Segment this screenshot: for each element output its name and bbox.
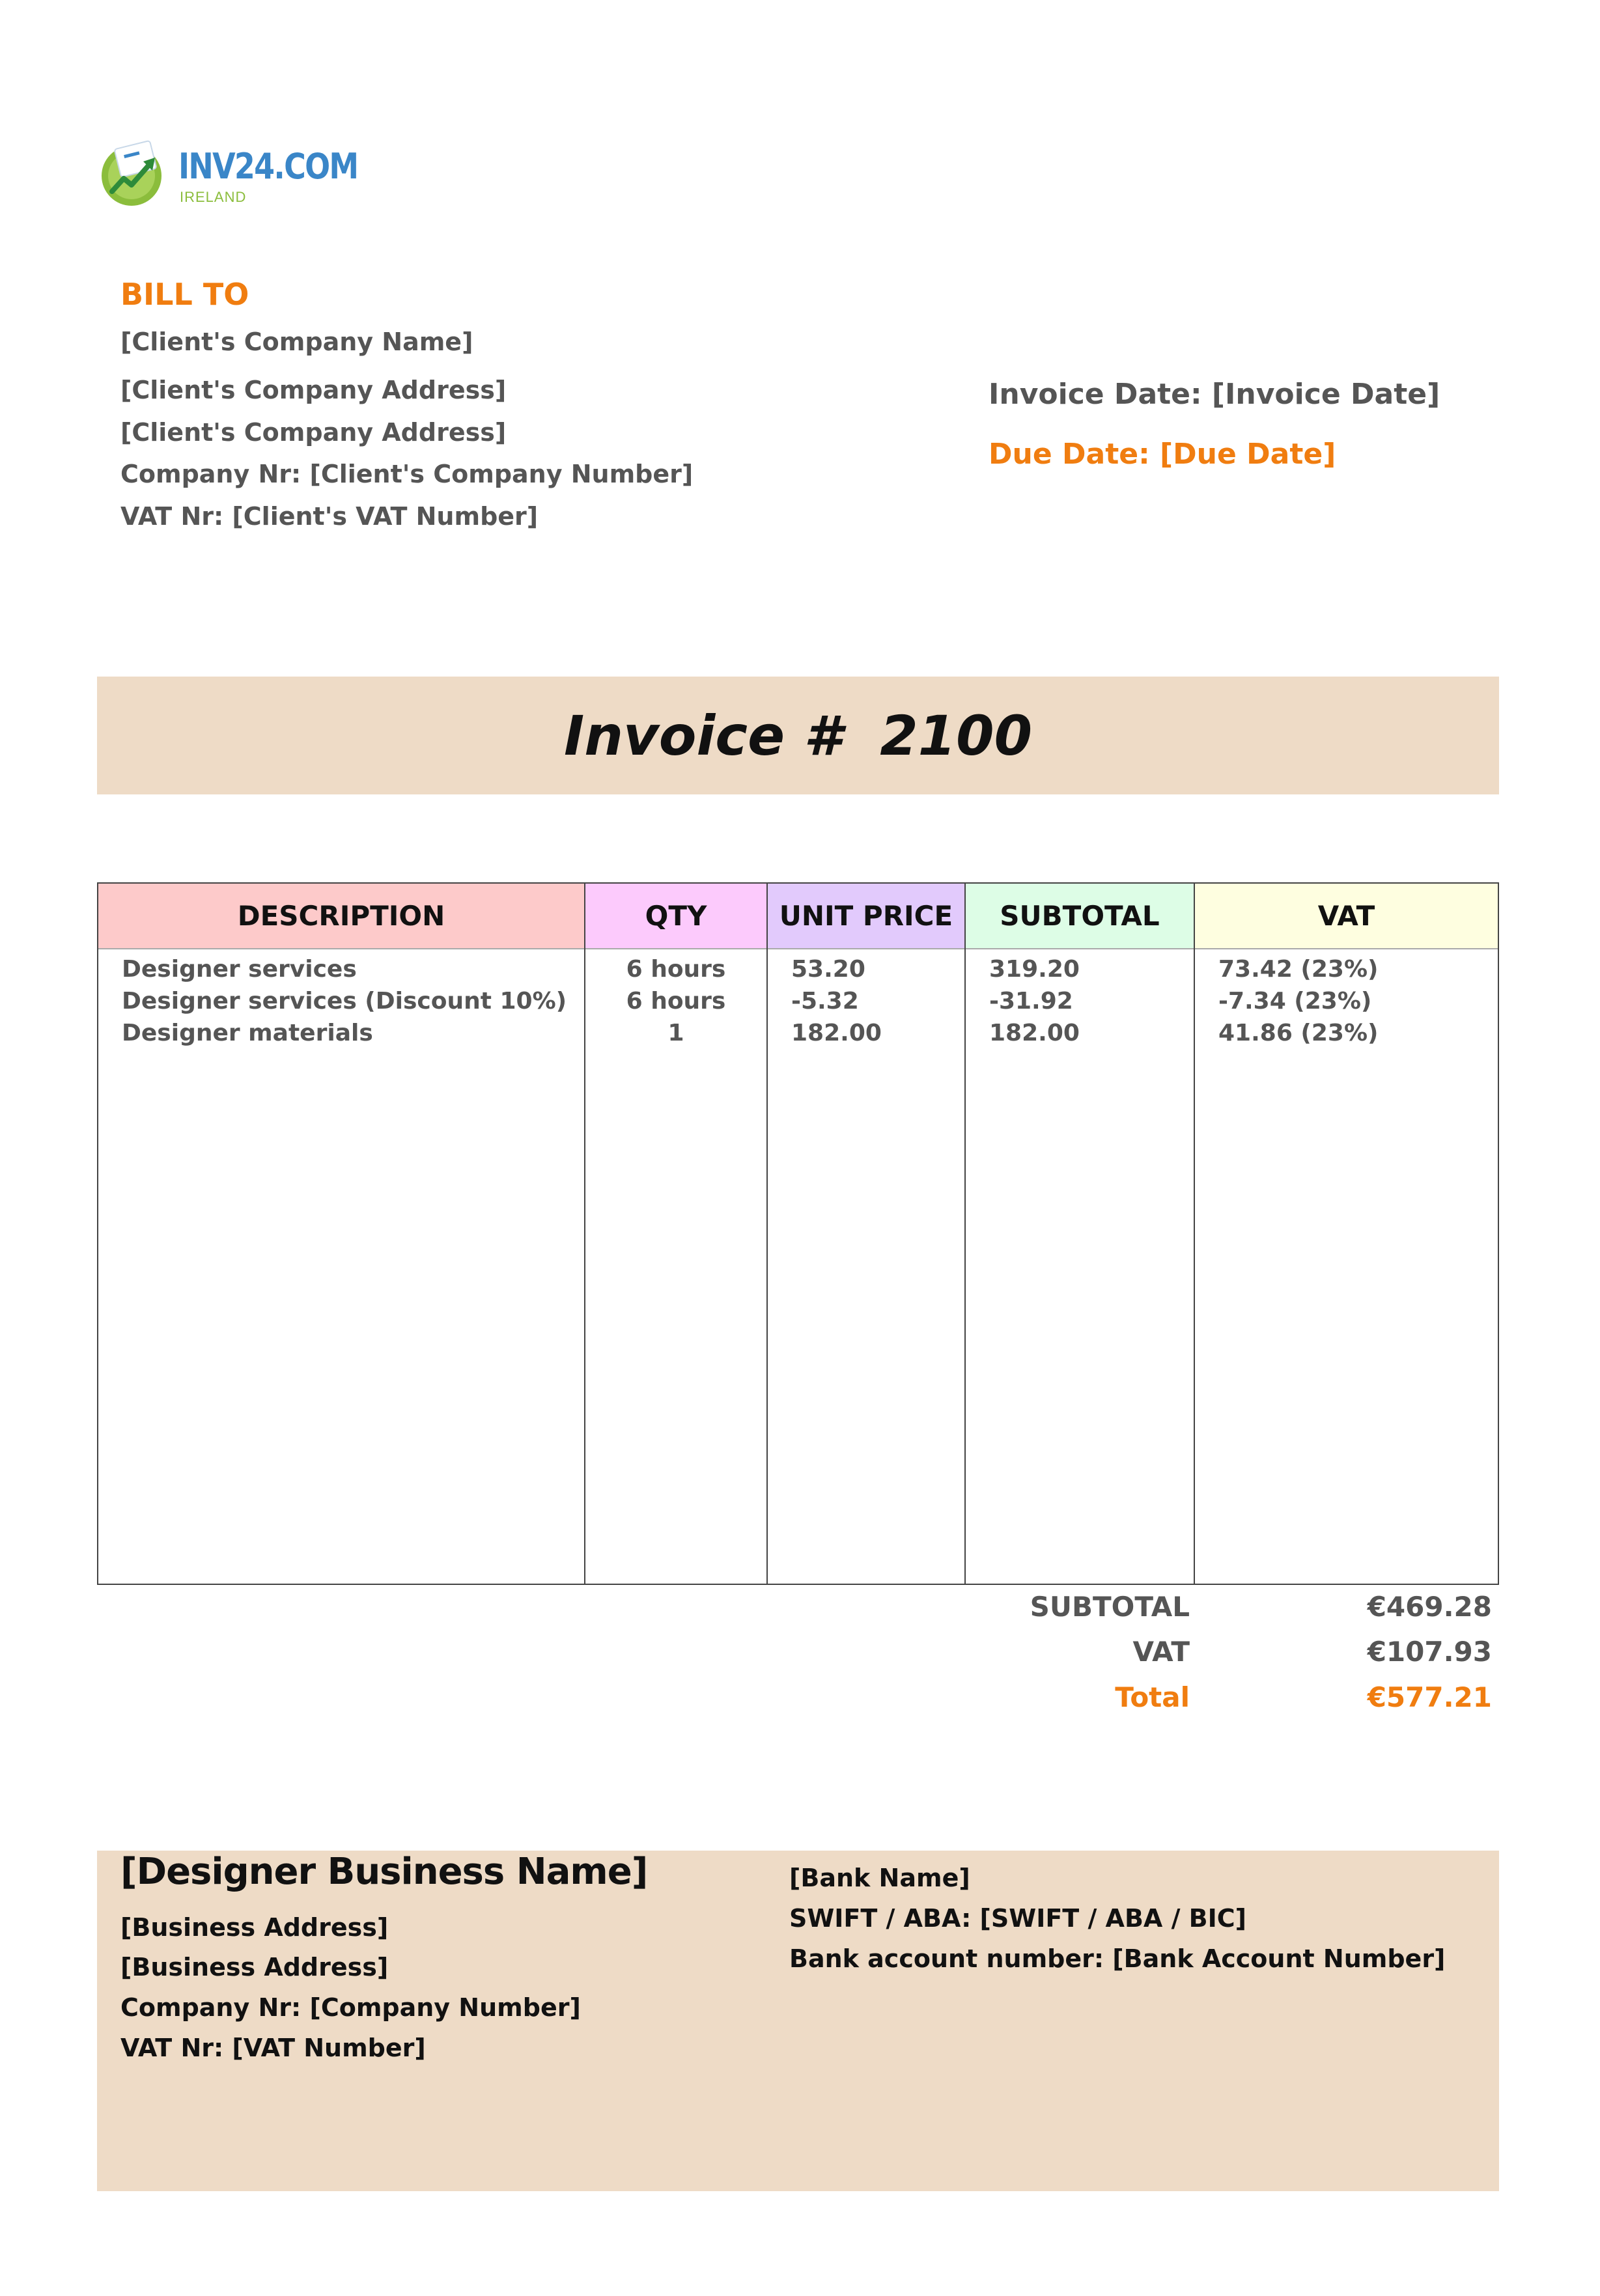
client-address-1: [Client's Company Address]	[120, 376, 507, 404]
column-description	[98, 884, 585, 1584]
subtotal-value: €469.28	[1367, 1591, 1492, 1623]
bank-name: [Bank Name]	[789, 1864, 970, 1892]
client-address-2: [Client's Company Address]	[120, 418, 507, 447]
business-company-number: Company Nr: [Company Number]	[120, 1993, 581, 2022]
bill-to-label: BILL TO	[120, 277, 249, 312]
client-vat-number: VAT Nr: [Client's VAT Number]	[120, 502, 539, 531]
company-logo	[98, 138, 358, 216]
bank-swift: SWIFT / ABA: [SWIFT / ABA / BIC]	[789, 1904, 1247, 1933]
business-address-2: [Business Address]	[120, 1953, 389, 1981]
row-1-qty: 6 hours	[626, 956, 726, 983]
logo-brand: INV24.COM	[178, 146, 358, 187]
row-2-description: Designer services (Discount 10%)	[122, 988, 567, 1015]
vat-label: VAT	[1132, 1636, 1190, 1668]
row-3-subtotal: 182.00	[989, 1020, 1080, 1046]
row-3-description: Designer materials	[122, 1020, 373, 1046]
column-unit-price	[768, 884, 966, 1584]
row-2-qty: 6 hours	[626, 988, 726, 1015]
due-date: Due Date: [Due Date]	[989, 438, 1336, 471]
row-2-vat: -7.34 (23%)	[1218, 988, 1372, 1015]
total-value: €577.21	[1367, 1681, 1492, 1713]
business-vat-number: VAT Nr: [VAT Number]	[120, 2034, 426, 2062]
row-1-description: Designer services	[122, 956, 357, 983]
row-1-subtotal: 319.20	[989, 956, 1080, 983]
business-name: [Designer Business Name]	[120, 1851, 648, 1893]
header-description: DESCRIPTION	[98, 884, 584, 949]
line-items-table	[97, 882, 1499, 1585]
column-qty	[585, 884, 768, 1584]
column-vat	[1195, 884, 1498, 1584]
row-3-unit-price: 182.00	[791, 1020, 882, 1046]
header-unit-price: UNIT PRICE	[768, 884, 964, 949]
row-2-subtotal: -31.92	[989, 988, 1073, 1015]
business-footer	[97, 1851, 1499, 2191]
column-subtotal	[966, 884, 1195, 1584]
client-company-name: [Client's Company Name]	[120, 328, 473, 356]
invoice-date: Invoice Date: [Invoice Date]	[989, 378, 1440, 411]
row-1-unit-price: 53.20	[791, 956, 865, 983]
header-vat: VAT	[1195, 884, 1498, 949]
row-3-vat: 41.86 (23%)	[1218, 1020, 1379, 1046]
bank-account-number: Bank account number: [Bank Account Number]	[789, 1944, 1446, 1973]
subtotal-label: SUBTOTAL	[1030, 1591, 1190, 1623]
row-3-qty: 1	[667, 1020, 684, 1046]
logo-region: IRELAND	[180, 189, 247, 205]
vat-value: €107.93	[1367, 1636, 1492, 1668]
invoice-title-band	[97, 677, 1499, 794]
total-label: Total	[1115, 1681, 1190, 1713]
header-qty: QTY	[585, 884, 766, 949]
row-2-unit-price: -5.32	[791, 988, 859, 1015]
row-1-vat: 73.42 (23%)	[1218, 956, 1379, 983]
logo-icon	[98, 138, 176, 210]
client-company-number: Company Nr: [Client's Company Number]	[120, 460, 694, 488]
header-subtotal: SUBTOTAL	[966, 884, 1194, 949]
invoice-title: Invoice # 2100	[563, 704, 1033, 768]
business-address-1: [Business Address]	[120, 1913, 389, 1942]
